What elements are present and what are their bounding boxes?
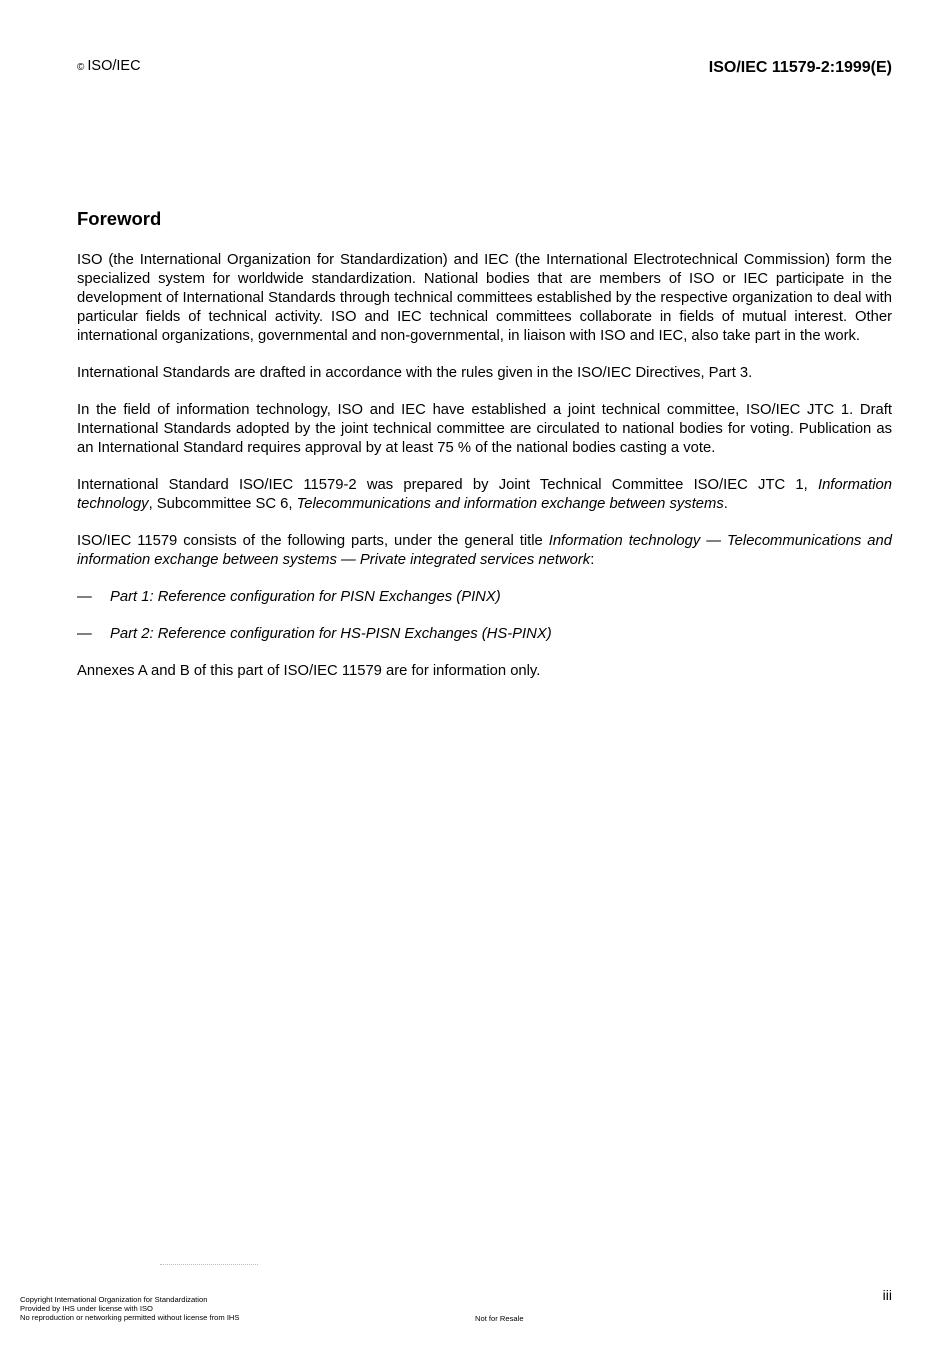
faint-marks bbox=[160, 1264, 258, 1269]
copyright-symbol: © bbox=[77, 62, 85, 73]
paragraph-1: ISO (the International Organization for Standardization) and IEC (the International Electrotechnical Commission) form the specialized system for worldwide standardization. National bodies that are members of ISO or IEC participate in the development of International Standards through technical committees established by the respective organization to deal with particular fields of technical activity. ISO and IEC technical committees collaborate in fields of mutual interest. Other international organizations, governmental and non-governmental, in liaison with ISO and IEC, also take part in the work. bbox=[77, 252, 892, 344]
paragraph-6: Annexes A and B of this part of ISO/IEC 11579 are for information only. bbox=[77, 663, 541, 679]
list-dash: — bbox=[77, 626, 92, 642]
p4-text-e: . bbox=[723, 496, 728, 512]
paragraph-5 bbox=[77, 532, 892, 570]
p5-text-a: ISO/IEC 11579 consists of the following parts, under the general title bbox=[77, 533, 549, 549]
header-org: ISO/IEC bbox=[87, 58, 141, 74]
list-item-text: Part 2: Reference configuration for HS-PISN Exchanges (HS-PINX) bbox=[110, 626, 552, 642]
footer-line-3: No reproduction or networking permitted without license from IHS bbox=[20, 1313, 240, 1322]
p4-italic-d: Telecommunications and information exchange between systems bbox=[296, 496, 724, 512]
list-item bbox=[77, 625, 892, 644]
p4-text-a: International Standard ISO/IEC 11579-2 was prepared by Joint Technical Committee ISO/IEC JTC 1, bbox=[77, 477, 818, 493]
document-identifier: ISO/IEC 11579-2:1999(E) bbox=[708, 59, 892, 76]
p5-italic-b: Information technology — Telecommunications and information exchange between systems — Private integrated services network bbox=[77, 533, 892, 568]
footer-not-for-resale: Not for Resale bbox=[475, 1314, 524, 1323]
p4-text-c: , Subcommittee SC 6, bbox=[148, 496, 297, 512]
footer-line-1: Copyright International Organization for Standardization bbox=[20, 1295, 208, 1304]
foreword-section bbox=[77, 207, 892, 699]
page-number: iii bbox=[882, 1287, 892, 1303]
header-left bbox=[77, 58, 141, 74]
list-dash: — bbox=[77, 589, 92, 605]
paragraph-3: In the field of information technology, ISO and IEC have established a joint technical committee, ISO/IEC JTC 1. Draft International Standards adopted by the joint technical committee are circulated to national bodies for voting. Publication as an International Standard requires approval by at least 75 % of the national bodies casting a vote. bbox=[77, 402, 892, 456]
p4-italic-b: Information technology bbox=[77, 477, 892, 512]
list-item bbox=[77, 588, 892, 607]
list-item-text: Part 1: Reference configuration for PISN Exchanges (PINX) bbox=[110, 589, 501, 605]
p5-text-c: : bbox=[590, 552, 595, 568]
paragraph-2: International Standards are drafted in accordance with the rules given in the ISO/IEC Directives, Part 3. bbox=[77, 365, 753, 381]
page-title: Foreword bbox=[77, 208, 162, 229]
footer-line-2: Provided by IHS under license with ISO bbox=[20, 1304, 153, 1313]
footer-copyright bbox=[20, 1295, 239, 1322]
paragraph-4 bbox=[77, 476, 892, 514]
